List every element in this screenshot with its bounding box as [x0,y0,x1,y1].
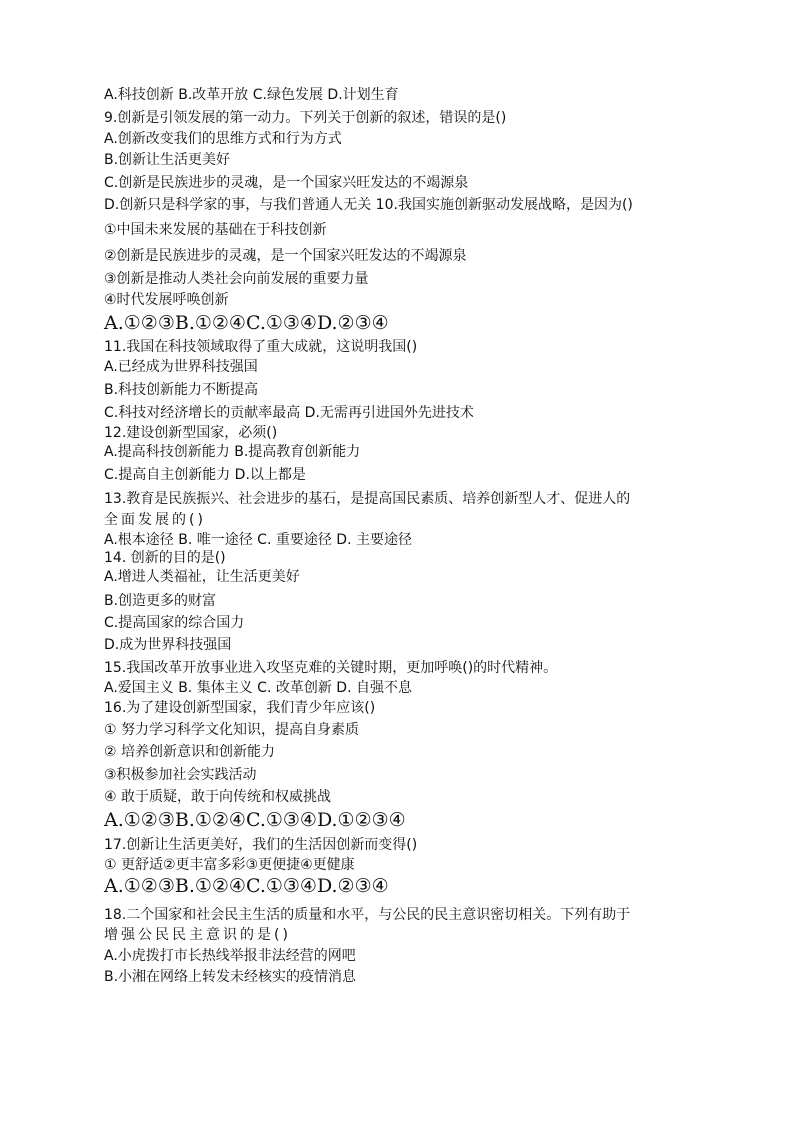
question-18-continued: 增强公民民主意识的是() [104,927,291,943]
option-line: C.创新是民族进步的灵魂，是一个国家兴旺发达的不竭源泉 [104,175,469,191]
statement-line: ② 培养创新意识和创新能力 [104,744,276,760]
statement-line: ③积极参加社会实践活动 [104,767,257,783]
option-line: A.爱国主义 B. 集体主义 C. 改革创新 D. 自强不息 [104,680,412,696]
statement-line: ④ 敢于质疑，敢于向传统和权威挑战 [104,789,332,805]
statement-line: ①中国未来发展的基础在于科技创新 [104,222,327,238]
answer-options-line: A.①②③B.①②④C.①③④D.②③④ [104,312,389,334]
option-line-question-10: D.创新只是科学家的事，与我们普通人无关 10.我国实施创新驱动发展战略，是因为() [104,197,633,213]
question-16: 16.为了建设创新型国家，我们青少年应该() [104,700,376,716]
option-line: C.提高国家的综合国力 [104,615,245,631]
answer-options-line: A.①②③B.①②④C.①③④D.①②③④ [104,809,406,831]
option-line: B.创新让生活更美好 [104,152,231,168]
statement-line: ④时代发展呼唤创新 [104,292,229,308]
option-line: B.小湘在网络上转发未经核实的疫情消息 [104,969,357,985]
question-18: 18.二个国家和社会民主生活的质量和水平，与公民的民主意识密切相关。下列有助于 [104,907,631,923]
statement-line: ① 努力学习科学文化知识，提高自身素质 [104,722,359,738]
option-line: A.根本途径 B. 唯一途径 C. 重要途径 D. 主要途径 [104,532,412,548]
option-line: C.提高自主创新能力 D.以上都是 [104,467,306,483]
statement-line: ②创新是民族进步的灵魂，是一个国家兴旺发达的不竭源泉 [104,248,467,264]
question-9: 9.创新是引领发展的第一动力。下列关于创新的叙述，错误的是() [104,110,507,126]
question-14: 14. 创新的目的是() [104,550,226,566]
option-line: A.科技创新 B.改革开放 C.绿色发展 D.计划生育 [104,87,399,103]
option-line: B.创造更多的财富 [104,593,217,609]
option-line: D.成为世界科技强国 [104,637,232,653]
statement-line: ③创新是推动人类社会向前发展的重要力量 [104,271,369,287]
option-line: A.增进人类福祉，让生活更美好 [104,569,300,585]
answer-options-line: A.①②③B.①②④C.①③④D.②③④ [104,875,389,897]
option-line: A.提高科技创新能力 B.提高教育创新能力 [104,444,361,460]
statement-line: ① 更舒适②更丰富多彩③更便捷④更健康 [104,857,355,873]
question-13-continued: 全面发展的() [104,512,206,528]
question-13: 13.教育是民族振兴、社会进步的基石，是提高国民素质、培养创新型人才、促进人的 [104,491,631,507]
option-line: B.科技创新能力不断提高 [104,382,259,398]
question-11: 11.我国在科技领域取得了重大成就，这说明我国() [104,339,418,355]
question-17: 17.创新让生活更美好，我们的生活因创新而变得() [104,837,418,853]
option-line: A.小虎拨打市长热线举报非法经营的网吧 [104,948,356,964]
question-12: 12.建设创新型国家，必须() [104,425,278,441]
option-line: C.科技对经济增长的贡献率最高 D.无需再引进国外先进技术 [104,405,474,421]
option-line: A.已经成为世界科技强国 [104,359,258,375]
question-15: 15.我国改革开放事业进入攻坚克难的关键时期，更加呼唤()的时代精神。 [104,660,558,676]
option-line: A.创新改变我们的思维方式和行为方式 [104,131,342,147]
